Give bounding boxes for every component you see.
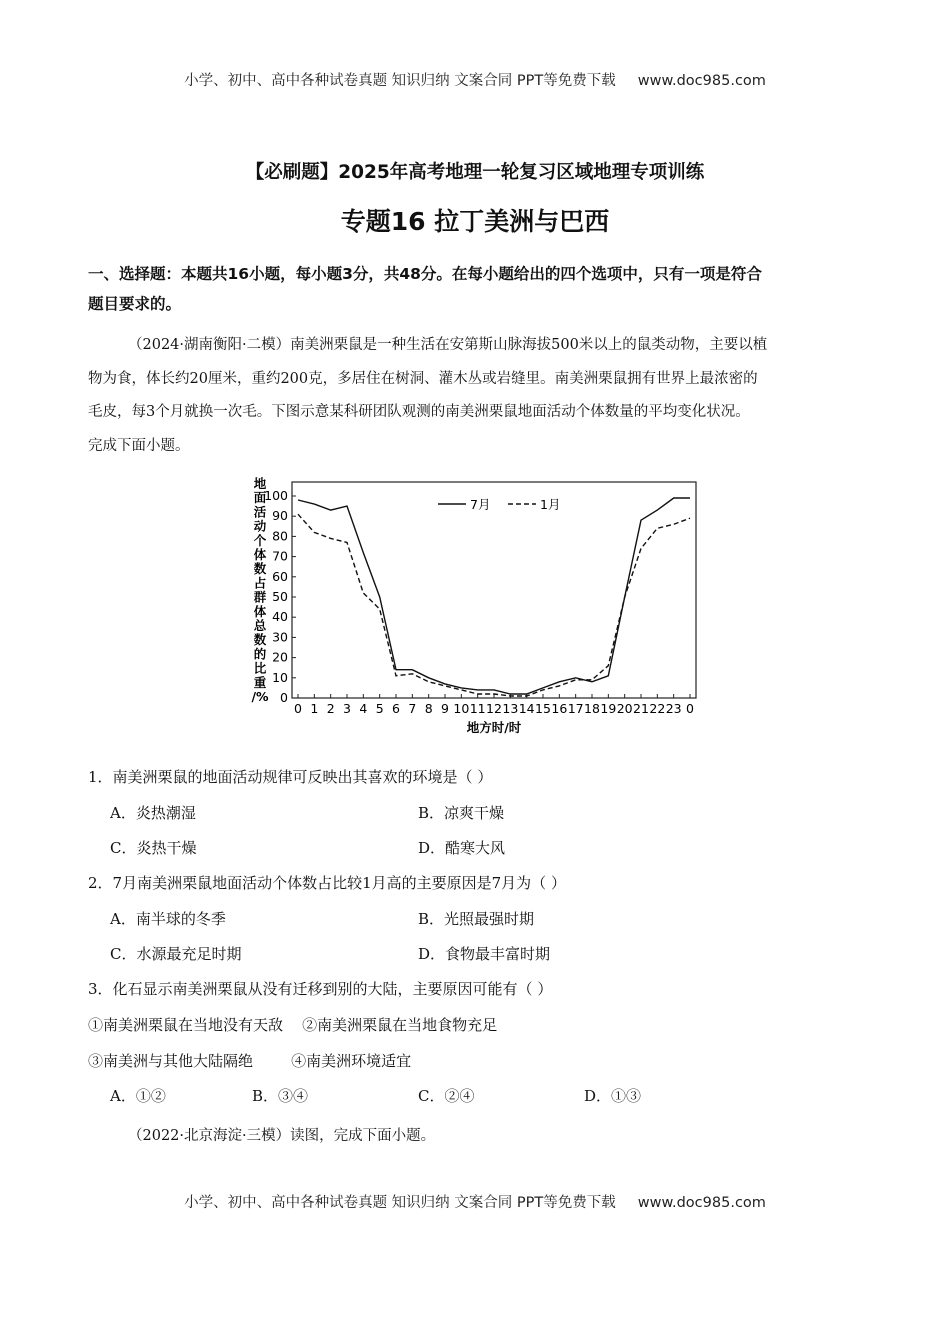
intro-paragraph <box>88 329 863 463</box>
x-tick-label: 7 <box>408 701 417 716</box>
question-1-option-b[interactable]: B．凉爽干燥 <box>418 804 505 822</box>
x-tick-label: 16 <box>551 701 568 716</box>
x-tick-label: 20 <box>616 701 633 716</box>
x-tick-label: 0 <box>686 701 694 716</box>
question-2-stem: 2．7月南美洲栗鼠地面活动个体数占比较1月高的主要原因是7月为（ ） <box>88 874 566 892</box>
intro-line: 毛皮，每3个月就换一次毛。下图示意某科研团队观测的南美洲栗鼠地面活动个体数量的平均变化状况。 <box>88 404 750 420</box>
y-axis-label-char: 数 <box>253 632 267 648</box>
page-header <box>0 69 950 90</box>
section-heading <box>88 259 868 319</box>
series-line-jan <box>298 514 690 696</box>
y-axis-label-char: 地 <box>253 476 267 491</box>
question-3-option-a[interactable]: A．①② <box>110 1087 166 1105</box>
question-3-items-line1: ①南美洲栗鼠在当地没有天敌 ②南美洲栗鼠在当地食物充足 <box>88 1016 498 1034</box>
y-axis-label-char: 面 <box>253 490 267 506</box>
question-2-option-b[interactable]: B．光照最强时期 <box>418 910 535 928</box>
legend-label-jan: 1月 <box>540 497 561 512</box>
y-axis-label-char: 总 <box>253 618 267 633</box>
question-2-option-a[interactable]: A．南半球的冬季 <box>110 910 226 928</box>
question-1-option-c[interactable]: C．炎热干燥 <box>110 839 197 857</box>
plot-frame <box>292 482 696 698</box>
page-footer <box>0 1191 950 1212</box>
x-tick-label: 17 <box>567 701 584 716</box>
x-tick-label: 9 <box>441 701 449 716</box>
y-tick-label: 20 <box>272 649 288 665</box>
question-3-option-d[interactable]: D．①③ <box>584 1087 642 1105</box>
y-axis-label-char: 群 <box>253 589 267 605</box>
section-heading-line2: 题目要求的。 <box>88 295 182 313</box>
x-tick-label: 4 <box>359 701 368 716</box>
y-axis-label-char: 活 <box>253 504 267 520</box>
x-tick-label: 6 <box>392 701 400 716</box>
x-tick-label: 21 <box>633 701 649 716</box>
x-tick-label: 1 <box>310 701 319 716</box>
y-tick-label: 90 <box>272 508 288 524</box>
x-tick-label: 10 <box>453 701 470 716</box>
activity-chart <box>250 474 710 740</box>
x-tick-label: 15 <box>535 701 551 716</box>
question-3-items-line2: ③南美洲与其他大陆隔绝 ④南美洲环境适宜 <box>88 1052 412 1070</box>
header-text: 小学、初中、高中各种试卷真题 知识归纳 文案合同 PPT等免费下载 <box>184 73 616 89</box>
y-axis-label-char: 占 <box>253 575 267 591</box>
y-tick-label: 80 <box>272 528 288 544</box>
x-tick-label: 23 <box>665 701 682 716</box>
x-tick-label: 13 <box>502 701 519 716</box>
y-axis-label-char: 体 <box>253 603 267 619</box>
y-tick-label: 70 <box>272 548 288 564</box>
y-tick-label: 0 <box>280 690 288 705</box>
x-axis-label: 地方时/时 <box>466 720 522 735</box>
question-3-stem: 3．化石显示南美洲栗鼠从没有迁移到别的大陆，主要原因可能有（ ） <box>88 980 553 998</box>
y-axis-label-char: /% <box>251 689 269 704</box>
section-heading-line1: 一、选择题：本题共16小题，每小题3分，共48分。在每小题给出的四个选项中，只有一项是符合 <box>88 265 762 283</box>
x-tick-label: 8 <box>424 701 433 716</box>
footer-site[interactable]: www.doc985.com <box>637 1195 766 1211</box>
y-axis-label-char: 动 <box>253 518 267 534</box>
x-tick-label: 0 <box>294 701 302 716</box>
question-1-option-d[interactable]: D．酷寒大风 <box>418 839 506 857</box>
x-tick-label: 11 <box>469 701 486 716</box>
y-axis-label-char: 重 <box>253 674 267 690</box>
question-3-option-b[interactable]: B．③④ <box>252 1087 309 1105</box>
question-2-option-c[interactable]: C．水源最充足时期 <box>110 945 242 963</box>
intro-line: （2024·湖南衡阳·二模）南美洲栗鼠是一种生活在安第斯山脉海拔500米以上的鼠类动物，主要以植 <box>128 337 768 353</box>
y-axis-label-char: 个 <box>253 532 267 548</box>
y-tick-label: 50 <box>272 589 288 604</box>
intro-line: 物为食，体长约20厘米，重约200克，多居住在树洞、灌木丛或岩缝里。南美洲栗鼠拥有世界上最浓密的 <box>88 370 758 387</box>
legend-label-jul: 7月 <box>470 497 491 512</box>
question-2-option-d[interactable]: D．食物最丰富时期 <box>418 945 551 963</box>
x-tick-label: 18 <box>584 701 600 716</box>
y-tick-label: 40 <box>272 609 288 625</box>
y-axis-label-char: 的 <box>253 646 267 662</box>
series-line-jul <box>298 498 690 694</box>
chart-svg <box>250 474 710 736</box>
x-tick-label: 5 <box>375 701 384 716</box>
footer-text: 小学、初中、高中各种试卷真题 知识归纳 文案合同 PPT等免费下载 <box>184 1195 616 1211</box>
next-intro: （2022·北京海淀·三模）读图，完成下面小题。 <box>128 1128 436 1144</box>
y-axis-label-char: 数 <box>253 561 267 577</box>
y-tick-label: 100 <box>264 488 288 503</box>
question-1-option-a[interactable]: A．炎热潮湿 <box>110 804 196 822</box>
question-3-option-c[interactable]: C．②④ <box>418 1087 475 1105</box>
y-axis-label-char: 比 <box>253 660 267 676</box>
x-tick-label: 3 <box>343 701 351 716</box>
intro-line: 完成下面小题。 <box>88 437 190 454</box>
x-tick-label: 12 <box>486 701 502 716</box>
x-tick-label: 2 <box>326 701 335 716</box>
doc-title: 【必刷题】2025年高考地理一轮复习区域地理专项训练 <box>245 162 705 183</box>
y-tick-label: 30 <box>272 629 288 645</box>
x-tick-label: 14 <box>518 701 535 716</box>
y-tick-label: 10 <box>272 669 288 685</box>
x-tick-label: 22 <box>649 701 666 716</box>
x-tick-label: 19 <box>600 701 617 716</box>
doc-subtitle: 专题16 拉丁美洲与巴西 <box>340 207 610 236</box>
header-site[interactable]: www.doc985.com <box>637 73 766 89</box>
y-tick-label: 60 <box>272 568 288 584</box>
question-1-stem: 1．南美洲栗鼠的地面活动规律可反映出其喜欢的环境是（ ） <box>88 768 493 786</box>
y-axis-label-char: 体 <box>253 547 267 562</box>
